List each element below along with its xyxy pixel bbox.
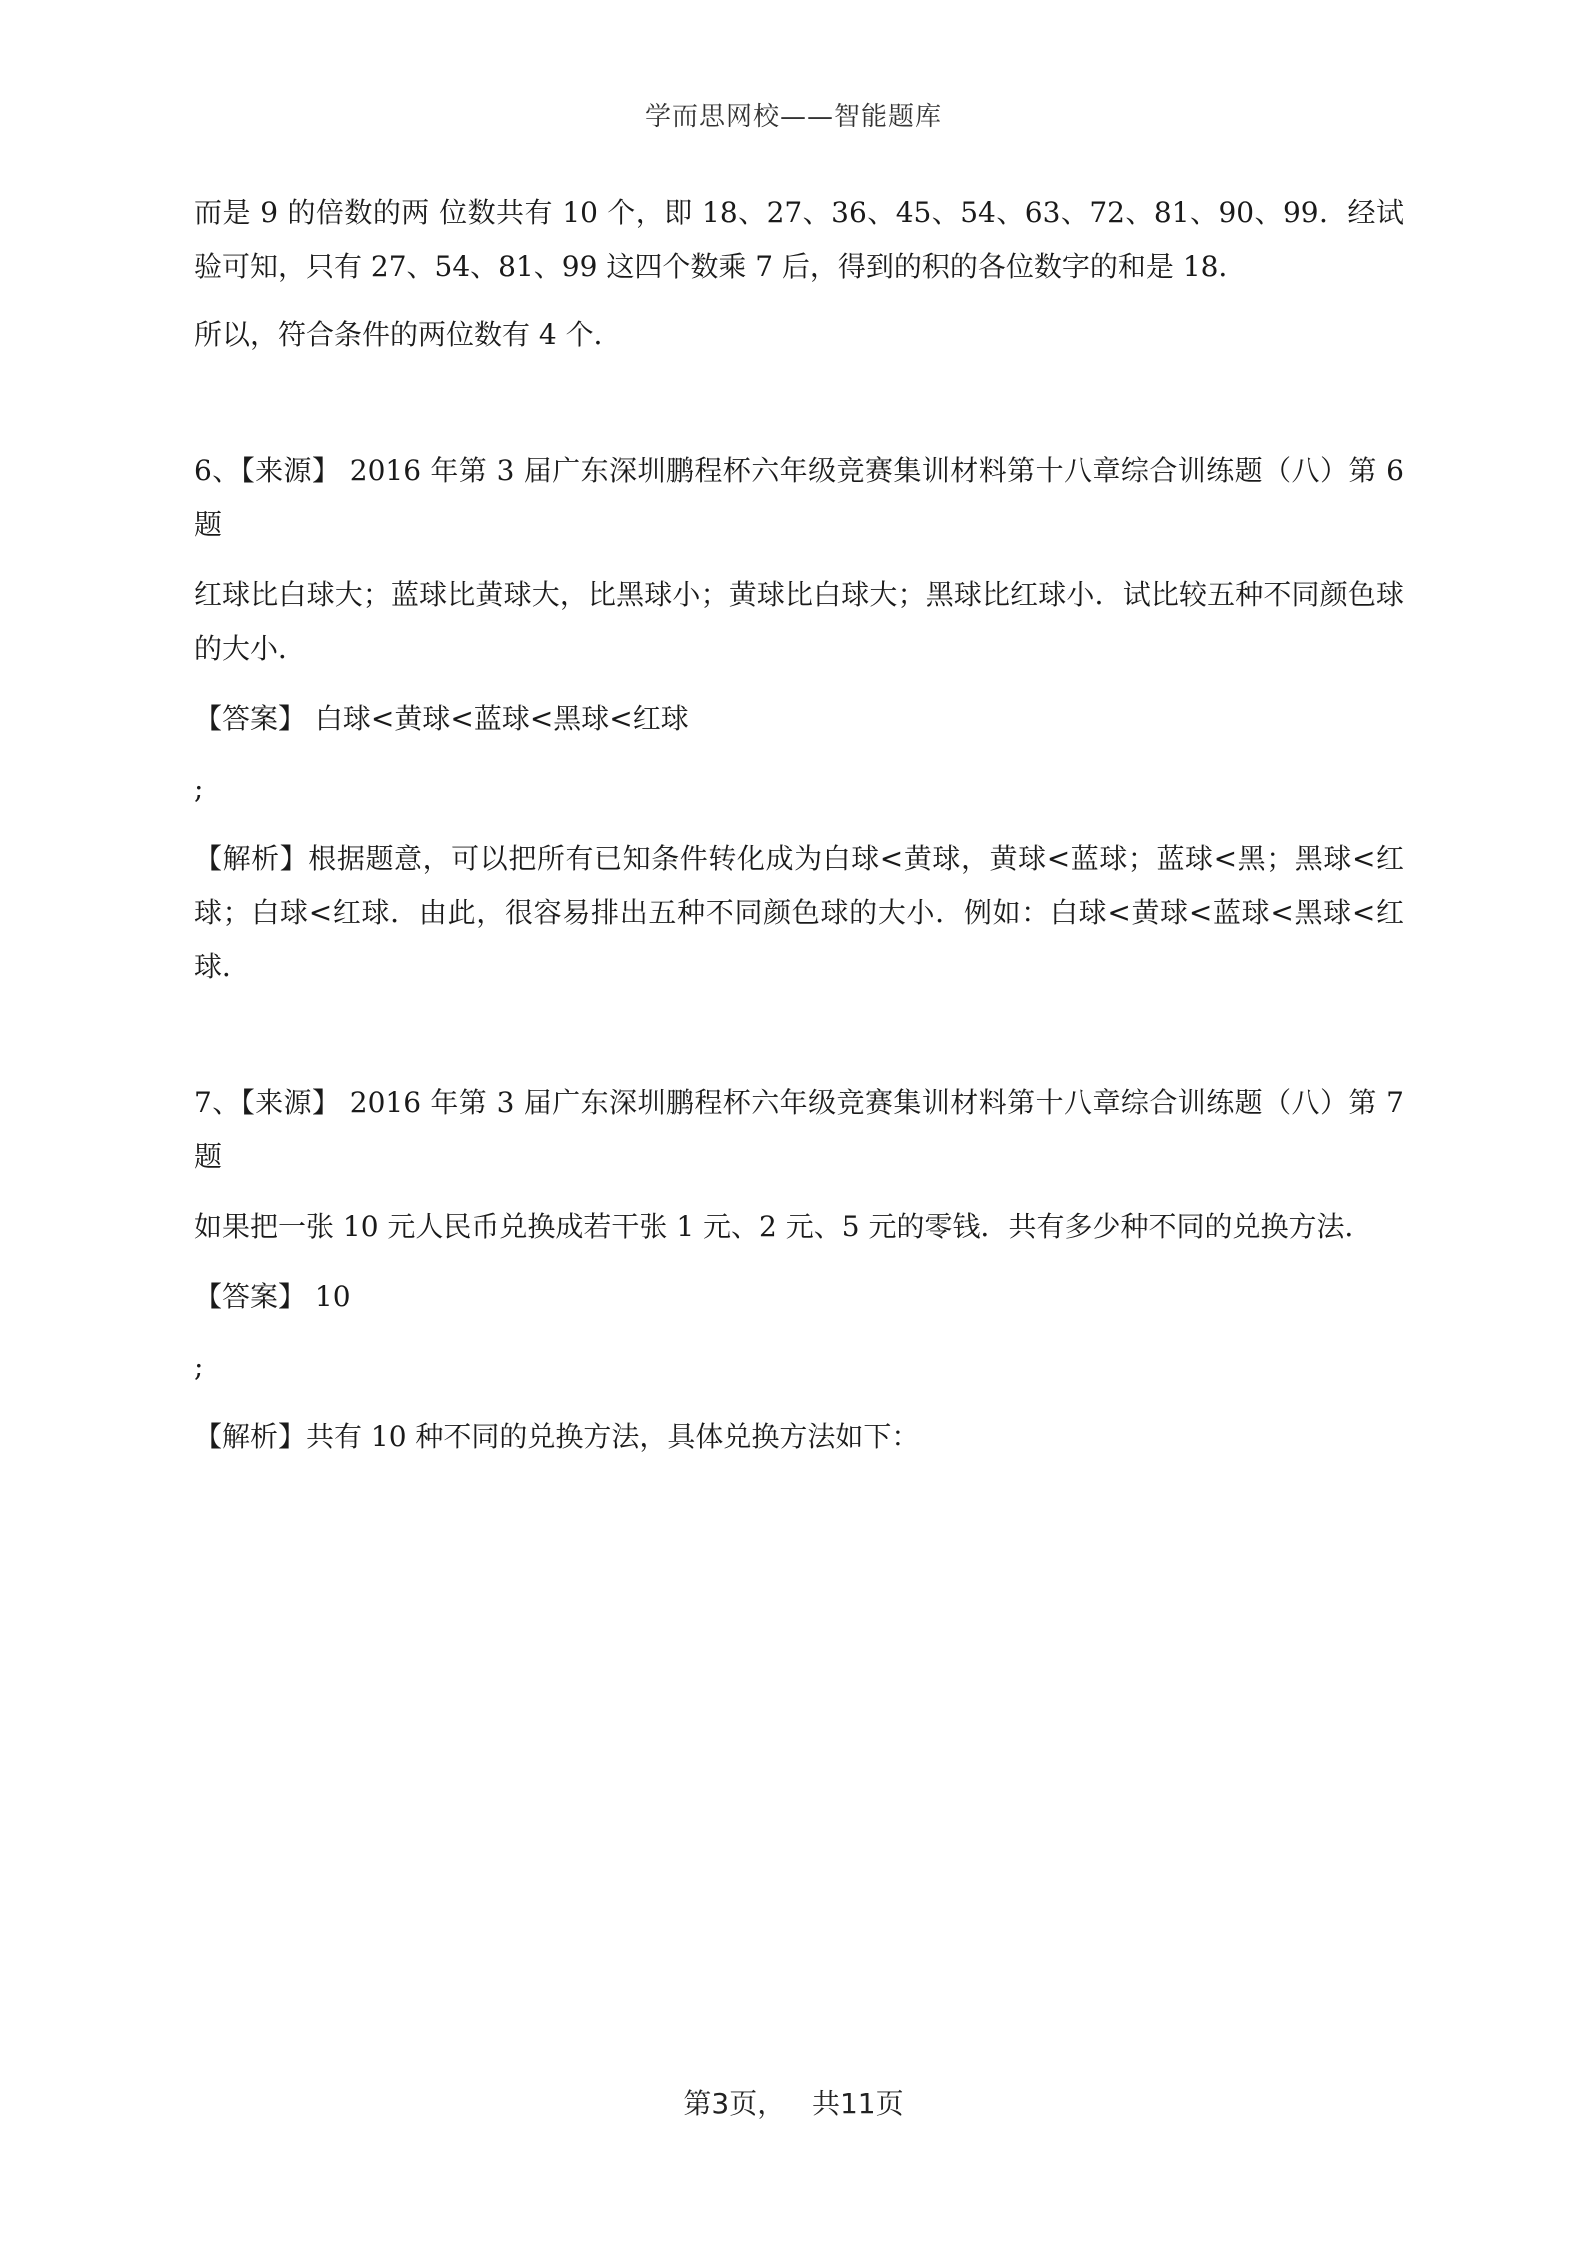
question-source: 7、【来源】 2016 年第 3 届广东深圳鹏程杯六年级竞赛集训材料第十八章综合训练题（八）第 7 题 [194,1086,1404,1173]
answer-line: 【答案】 10 [194,1280,351,1313]
question-text: 红球比白球大；蓝球比黄球大，比黑球小；黄球比白球大；黑球比红球小．试比较五种不同颜色球的大小． [194,578,1404,665]
previous-answer-continuation: 而是 9 的倍数的两 位数共有 10 个，即 18、27、36、45、54、63、72、81、90、99．经试验可知，只有 27、54、81、99 这四个数乘 7 后，得到的积的各位数字的和是 18． [194,196,1404,283]
spacer [194,1010,1404,1076]
question-7 [194,1076,1404,1464]
question-6 [194,444,1404,994]
document-body [194,186,1404,1480]
separator: ; [194,772,204,805]
analysis-text: 【解析】根据题意，可以把所有已知条件转化成为白球<黄球，黄球<蓝球；蓝球<黑；黑球<红球；白球<红球．由此，很容易排出五种不同颜色球的大小．例如：白球<黄球<蓝球<黑球<红球． [194,842,1404,983]
page-header: 学而思网校——智能题库 [644,102,942,132]
page-number: 第3页， 共11页 [683,2087,904,2120]
answer-line: 【答案】 白球<黄球<蓝球<黑球<红球 [194,702,689,735]
question-text: 如果把一张 10 元人民币兑换成若干张 1 元、2 元、5 元的零钱．共有多少种不同的兑换方法． [194,1210,1373,1243]
separator: ; [194,1350,204,1383]
spacer [194,378,1404,444]
question-source: 6、【来源】 2016 年第 3 届广东深圳鹏程杯六年级竞赛集训材料第十八章综合训练题（八）第 6 题 [194,454,1404,541]
previous-answer-conclusion: 所以，符合条件的两位数有 4 个． [194,318,622,351]
analysis-text: 【解析】共有 10 种不同的兑换方法，具体兑换方法如下： [194,1420,920,1453]
